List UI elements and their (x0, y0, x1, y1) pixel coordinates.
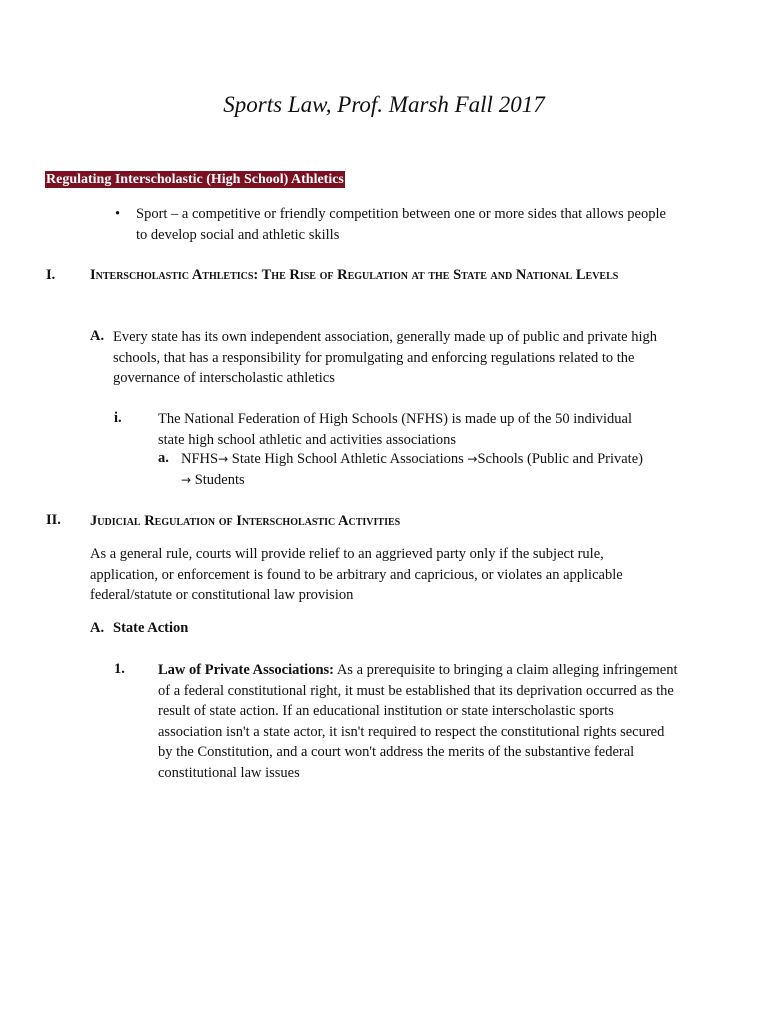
flow-part-schools: Schools (Public and Private) (477, 451, 643, 467)
right-arrow-icon: → (218, 452, 229, 466)
section-2-number: II. (46, 512, 61, 528)
section-1-item-i-text: The National Federation of High Schools (NFHS) is made up of the 50 individual state high school athletic and activities associations (158, 411, 632, 448)
section-1-item-i-letter: i. (114, 410, 122, 426)
bullet-marker: • (115, 206, 121, 222)
section-1-number: I. (46, 267, 56, 283)
section-2-subheading-letter: A. (90, 620, 105, 636)
flow-part-state-associations: State High School Athletic Associations (228, 451, 468, 467)
bullet-text: Sport – a competitive or friendly competition between one or more sides that allows people to develop social and athletic skills (136, 206, 666, 243)
flow-part-students: Students (191, 471, 245, 488)
section-1-item-i-a-text (181, 449, 681, 490)
document-title: Sports Law, Prof. Marsh Fall 2017 (223, 92, 545, 117)
section-1-item-i-a-letter: a. (158, 450, 169, 466)
section-1-item-a-letter: A. (90, 328, 105, 344)
item-1-body: As a prerequisite to bringing a claim alleging infringement of a federal constitutional right, it must be established that its deprivation occurred as the result of state action. If an educational institution or state interscholastic sports association isn't a state actor, it isn't required to respect the constitutional rights secured by the Constitution, and a court won't address the merits of the substantive federal constitutional law issues (158, 662, 678, 781)
topic-heading: Regulating Interscholastic (High School) Athletics (46, 172, 344, 187)
section-2-paragraph: As a general rule, courts will provide relief to an aggrieved party only if the subject rule, application, or enforcement is found to be arbitrary and capricious, or violates an applicable federal/statute or constitutional law provision (90, 546, 623, 603)
flow-part-nfhs: NFHS (181, 451, 219, 467)
section-1-title: Interscholastic Athletics: The Rise of Regulation at the State and National Levels (90, 267, 619, 283)
item-1-lead: Law of Private Associations: (158, 662, 334, 678)
section-2-item-1-number: 1. (114, 661, 125, 677)
section-2-item-1-text (158, 660, 678, 783)
section-2-title: Judicial Regulation of Interscholastic Activities (90, 513, 401, 529)
right-arrow-icon: → (181, 472, 192, 487)
section-2-subheading: State Action (113, 620, 189, 636)
right-arrow-icon: → (467, 452, 478, 466)
section-1-item-a-text: Every state has its own independent association, generally made up of public and private high schools, that has a responsibility for promulgating and enforcing regulations related to the governance of interscholastic athletics (113, 329, 657, 386)
